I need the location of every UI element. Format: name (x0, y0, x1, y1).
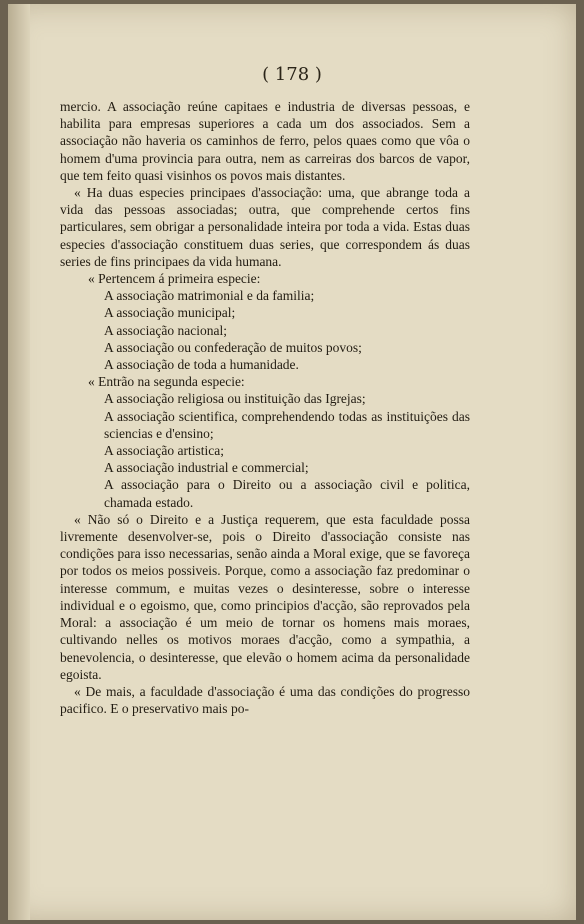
second-kind-item: A associação industrial e commercial; (104, 460, 309, 476)
paragraph-3: « Não só o Direito e a Justiça requerem, que esta faculdade possa livremente desenvolver-se, pois o Direito d'associação consiste nas condições para isso necessarias, senão ainda a Moral exige, que se favoreça por todos os meios possiveis. Porque, como a associação faz predominar o interesse commum, e muitas vezes o desinteresse, sobre o interesse individual e o egoismo, que, como principios d'acção, são reprovados pela Moral: a associação é um meio de tornar os homens mais moraes, cultivando nelles os motivos moraes d'acção, como a sympathia, a benevolencia, o desinteresse, que elevão o homem acima da personalidade egoista. (60, 511, 470, 682)
body-text (60, 98, 470, 717)
first-kind-item: A associação municipal; (104, 305, 236, 321)
first-kind-item: A associação nacional; (104, 322, 227, 338)
book-page (8, 4, 576, 920)
paragraph-1: mercio. A associação reúne capitaes e industria de diversas pessoas, e habilita para empresas superiores a cada um dos associados. Sem a associação não haveria os caminhos de ferro, pelos quaes como que vôa o homem d'uma provincia para outra, nem as carreiras dos barcos de vapor, que tem feito quasi visinhos os povos mais distantes. (60, 99, 470, 183)
second-kind-label: « Entrão na segunda especie: (88, 374, 245, 390)
second-kind-item: A associação artistica; (104, 443, 224, 459)
second-kind-item: A associação para o Direito ou a associação civil e politica, chamada estado. (104, 477, 470, 510)
second-kind-item: A associação religiosa ou instituição das Igrejas; (104, 391, 366, 407)
second-kind-item: A associação scientifica, comprehendendo todas as instituições das sciencias e d'ensino; (104, 408, 470, 441)
first-kind-label: « Pertencem á primeira especie: (88, 271, 261, 287)
page-gutter (8, 4, 30, 920)
first-kind-item: A associação ou confederação de muitos povos; (104, 339, 362, 355)
first-kind-item: A associação de toda a humanidade. (104, 357, 299, 373)
paragraph-2: « Ha duas especies principaes d'associação: uma, que abrange toda a vida das pessoas associadas; outra, que comprehende certos fins particulares, sem obrigar a personalidade inteira por toda a vida. Estas duas especies d'associação constituem duas series, que correspondem ás duas series de fins principaes da vida humana. (60, 185, 470, 269)
first-kind-item: A associação matrimonial e da familia; (104, 288, 315, 304)
page-number: ( 178 ) (262, 64, 322, 85)
paragraph-4: « De mais, a faculdade d'associação é uma das condições do progresso pacifico. E o preservativo mais po- (60, 683, 470, 717)
